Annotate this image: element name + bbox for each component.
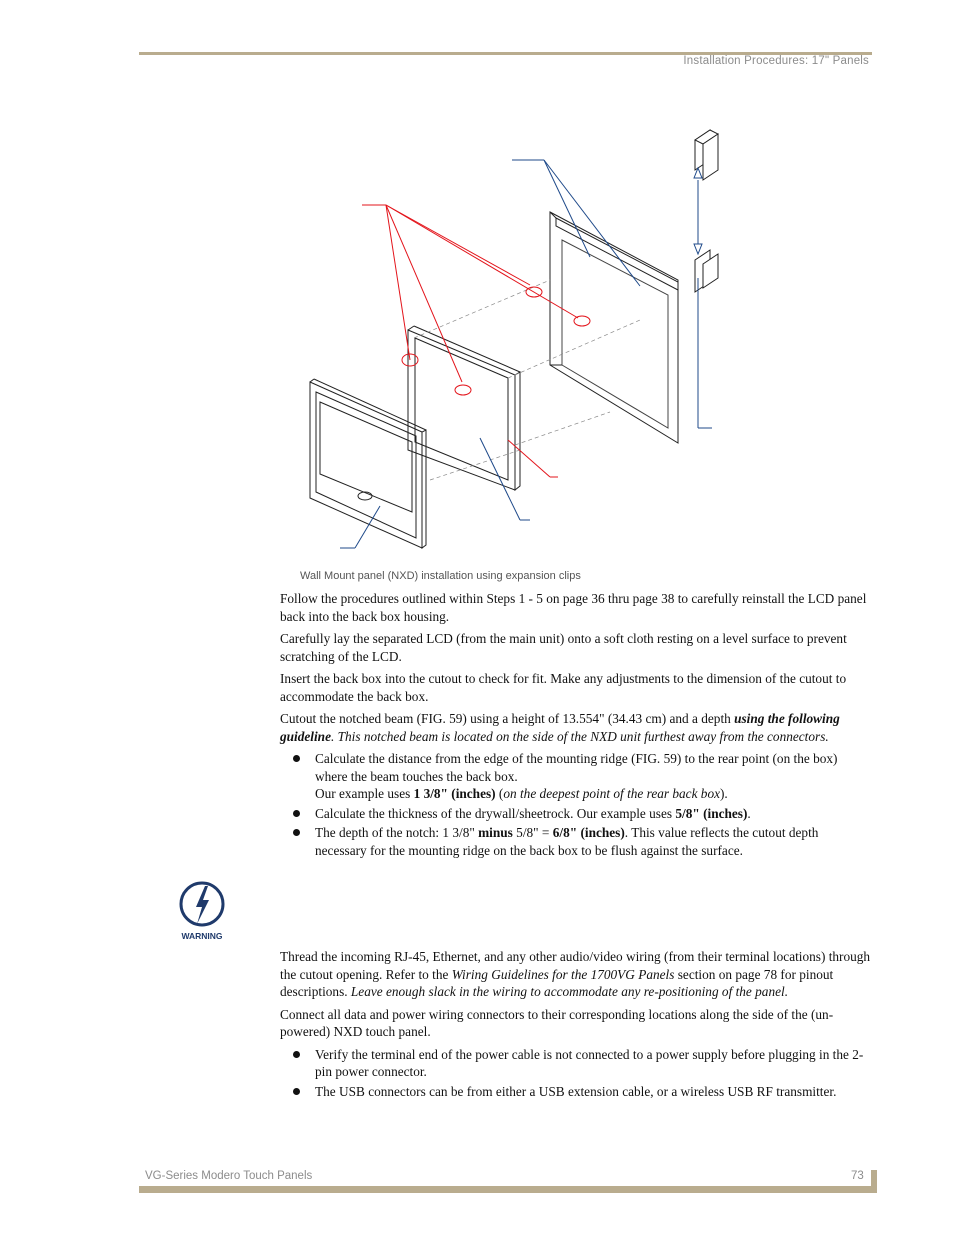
list-item-text: Verify the terminal end of the power cable is not connected to a power supply before plugging in the 2-pin power connector. [315, 1046, 864, 1079]
alignment-lines [414, 280, 640, 480]
warning-label: WARNING [181, 931, 223, 941]
bullet-icon [293, 1051, 300, 1058]
text-run: section on page 78 for pinout descriptions. [280, 966, 834, 999]
list-item-text: The USB connectors can be from either a USB extension cable, or a wireless USB RF transmitter. [315, 1083, 837, 1099]
text-run: ). [720, 786, 728, 801]
back-box [408, 326, 520, 490]
installation-diagram [280, 120, 750, 570]
bullet-icon [293, 829, 300, 836]
lcd-panel [310, 379, 426, 548]
text-run: Leave enough slack in the wiring to accommodate any re-positioning of the panel. [350, 984, 789, 999]
text-run: ( [495, 786, 504, 801]
paragraph: Follow the procedures outlined within Steps 1 - 5 on page 36 thru page 38 to carefully reinstall the LCD panel back into the back box housing. [280, 591, 867, 624]
text-run: . This value reflects the cutout depth necessary for the mounting ridge on the back box to be flush against the surface. [315, 825, 819, 858]
paragraph: Connect all data and power wiring connectors to their corresponding locations along the side of the (un-powered) NXD touch panel. [280, 1006, 834, 1039]
list-item [280, 750, 872, 803]
footer-tab [871, 1170, 877, 1193]
text-run: on the deepest point of the rear back box [503, 786, 720, 801]
lightning-warning-icon [172, 880, 232, 942]
text-run: Calculate the thickness of the drywall/sheetrock. Our example uses [315, 805, 676, 821]
bullet-icon [293, 810, 300, 817]
paragraph [280, 948, 872, 1001]
paragraph [280, 710, 872, 745]
wall-frame [550, 212, 678, 443]
text-run: . [747, 805, 751, 821]
text-run: Cutout the notched beam (FIG. 59) using a height of 13.554" (34.43 cm) and a depth [280, 711, 735, 726]
text-run: Our example uses [315, 786, 414, 801]
text-run: The depth of the notch: 1 3/8" [315, 825, 479, 840]
list-item [280, 824, 872, 859]
footer-title: VG-Series Modero Touch Panels [145, 1170, 313, 1182]
text-run: Thread the incoming RJ-45, Ethernet, and any other audio/video wiring (from their terminal locations) through the cutout opening. Refer to the [280, 949, 871, 982]
footer-rule [139, 1186, 876, 1193]
text-run: Wiring Guidelines for the 1700VG Panels [451, 966, 675, 982]
bullet-list [280, 1046, 872, 1101]
emphasis: minus [478, 825, 513, 840]
emphasis: 1 3/8" (inches) [413, 786, 496, 801]
bullet-icon [293, 755, 300, 762]
figure-caption: Wall Mount panel (NXD) installation using expansion clips [300, 570, 581, 582]
list-item [280, 805, 872, 823]
list-item [280, 1083, 872, 1101]
emphasis: 6/8" (inches) [552, 825, 625, 840]
bullet-icon [293, 1088, 300, 1095]
component-callouts [340, 160, 712, 548]
body-text [280, 590, 872, 1105]
list-item-text: Calculate the distance from the edge of the mounting ridge (FIG. 59) to the rear point (on the box) where the beam touches the back box. [315, 751, 838, 784]
emphasis: 5/8" (inches) [675, 805, 748, 821]
page-number: 73 [851, 1170, 864, 1182]
list-item [280, 1046, 872, 1081]
bullet-list [280, 750, 872, 859]
paragraph: Carefully lay the separated LCD (from the main unit) onto a soft cloth resting on a level surface to prevent scratching of the LCD. [280, 631, 847, 664]
text-run: . This notched beam is located on the side of the NXD unit furthest away from the connectors. [330, 728, 829, 744]
header-title: Installation Procedures: 17" Panels [683, 55, 869, 67]
paragraph: Insert the back box into the cutout to check for fit. Make any adjustments to the dimension of the cutout to accommodate the back box. [280, 671, 847, 704]
expansion-clip-callouts [362, 205, 590, 477]
emphasis: using the following guideline [280, 711, 840, 744]
text-run: 5/8" = [512, 825, 553, 840]
